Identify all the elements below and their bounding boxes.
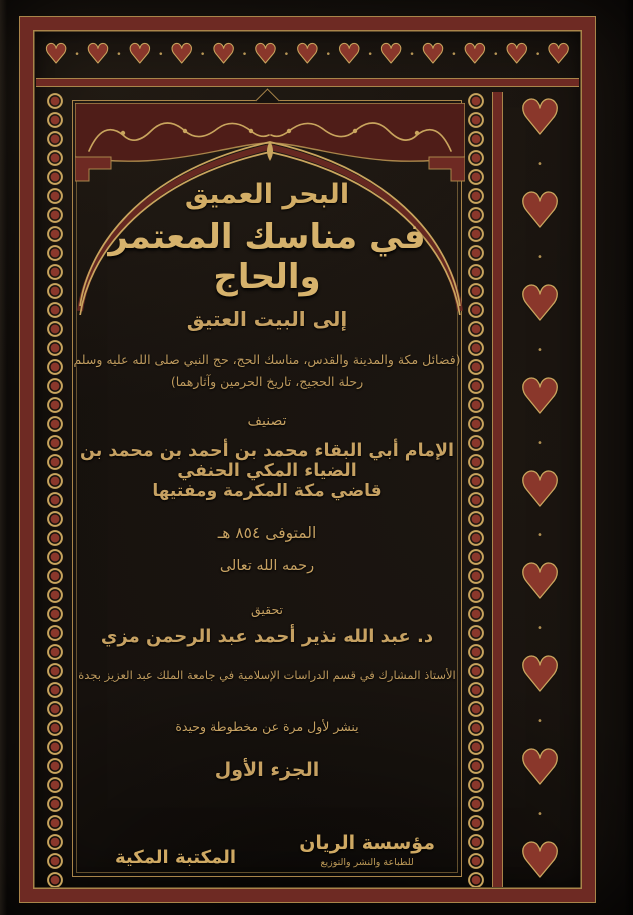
heart-motif-icon: ♥ (518, 647, 562, 704)
rosette-dot-icon: • (241, 49, 248, 60)
heart-motif-icon: ♥ (211, 39, 236, 70)
subjects-note (73, 349, 461, 393)
book-title-line1: البحر العميق (184, 179, 350, 210)
author-role: قاضي مكة المكرمة ومفتيها (152, 481, 382, 501)
heart-motif-icon: ♥ (546, 39, 571, 70)
heart-motif-icon: ♥ (518, 275, 562, 332)
rosette-dot-icon: • (537, 158, 543, 170)
heart-motif-icon: ♥ (253, 39, 278, 70)
rosette-dot-icon: • (116, 49, 122, 60)
heart-motif-icon: ♥ (420, 39, 446, 70)
publisher-secondary (115, 847, 236, 868)
maroon-stripe (492, 92, 503, 887)
publisher-primary-name: مؤسسة الريان (299, 832, 435, 854)
heart-motif-icon: ♥ (379, 39, 404, 70)
heart-motif-icon: ♥ (504, 39, 529, 70)
rosette-dot-icon: • (451, 49, 457, 60)
book-title-line2: في مناسك المعتمر والحاج (108, 217, 426, 297)
publisher-primary (299, 832, 435, 868)
heart-motif-icon: ♥ (518, 554, 562, 611)
rosette-dot-icon: • (367, 49, 373, 60)
heart-motif-icon: ♥ (44, 39, 69, 70)
rosette-dot-icon: • (493, 49, 499, 60)
byline-label: تصنيف (247, 413, 287, 429)
bead-chain-left (46, 92, 64, 887)
editor-label: تحقيق (250, 602, 284, 617)
author-blessing: رحمه الله تعالى (219, 558, 315, 574)
left-edge-highlight (0, 0, 7, 915)
edition-note: ينشر لأول مرة عن مخطوطة وحيدة (175, 719, 359, 734)
rosette-dot-icon: • (200, 49, 206, 60)
book-title-line3: إلى البيت العتيق (186, 307, 348, 331)
rosette-dot-icon: • (325, 49, 331, 60)
heart-motif-icon: ♥ (518, 461, 562, 518)
heart-motif-icon: ♥ (462, 39, 487, 70)
rosette-dot-icon: • (537, 623, 543, 635)
rosette-dot-icon: • (74, 49, 80, 60)
right-palmette-band (507, 90, 573, 889)
publishers-row (73, 832, 461, 868)
author-death-date: المتوفى ٨٥٤ هـ (217, 524, 317, 542)
rosette-dot-icon: • (535, 49, 541, 60)
editor-role: الأستاذ المشارك في قسم الدراسات الإسلامية في جامعة الملك عبد العزيز بجدة (78, 668, 456, 682)
heart-motif-icon: ♥ (169, 39, 194, 70)
panel-text (73, 101, 461, 876)
editor-name: د. عبد الله نذير أحمد عبد الرحمن مزي (100, 626, 434, 647)
rosette-dot-icon: • (537, 437, 543, 449)
rosette-dot-icon: • (537, 530, 543, 542)
heart-motif-icon: ♥ (85, 39, 111, 70)
rosette-dot-icon: • (283, 49, 290, 60)
rosette-dot-icon: • (158, 49, 164, 60)
subjects-note-line2: رحلة الحجيج، تاريخ الحرمين وآثارهما) (170, 373, 364, 389)
title-panel (72, 100, 462, 877)
heart-motif-icon: ♥ (518, 740, 562, 797)
rosette-dot-icon: • (537, 251, 543, 263)
heart-motif-icon: ♥ (295, 39, 320, 70)
heart-motif-icon: ♥ (337, 39, 362, 70)
heart-motif-icon: ♥ (518, 368, 562, 425)
heart-motif-icon: ♥ (518, 182, 562, 239)
publisher-secondary-name: المكتبة المكية (115, 847, 237, 868)
bead-chain-right (467, 92, 485, 887)
publisher-primary-tagline: للطباعة والنشر والتوزيع (320, 857, 414, 868)
subjects-note-line1: (فضائل مكة والمدينة والقدس، مناسك الحج، حج النبي صلى الله عليه وسلم (73, 352, 461, 367)
rosette-dot-icon: • (537, 809, 543, 821)
heart-motif-icon: ♥ (518, 833, 562, 889)
frieze-lower-rule (36, 78, 579, 87)
author-name: الإمام أبي البقاء محمد بن أحمد بن محمد بن الضياء المكي الحنفي (79, 441, 455, 481)
heart-motif-icon: ♥ (518, 90, 562, 146)
rosette-dot-icon: • (537, 344, 543, 356)
rosette-dot-icon: • (537, 716, 543, 728)
right-edge-shadow (624, 0, 633, 915)
top-palmette-frieze (36, 33, 579, 76)
heart-motif-icon: ♥ (127, 39, 152, 70)
rosette-dot-icon: • (409, 49, 415, 60)
volume-label: الجزء الأول (214, 759, 320, 781)
